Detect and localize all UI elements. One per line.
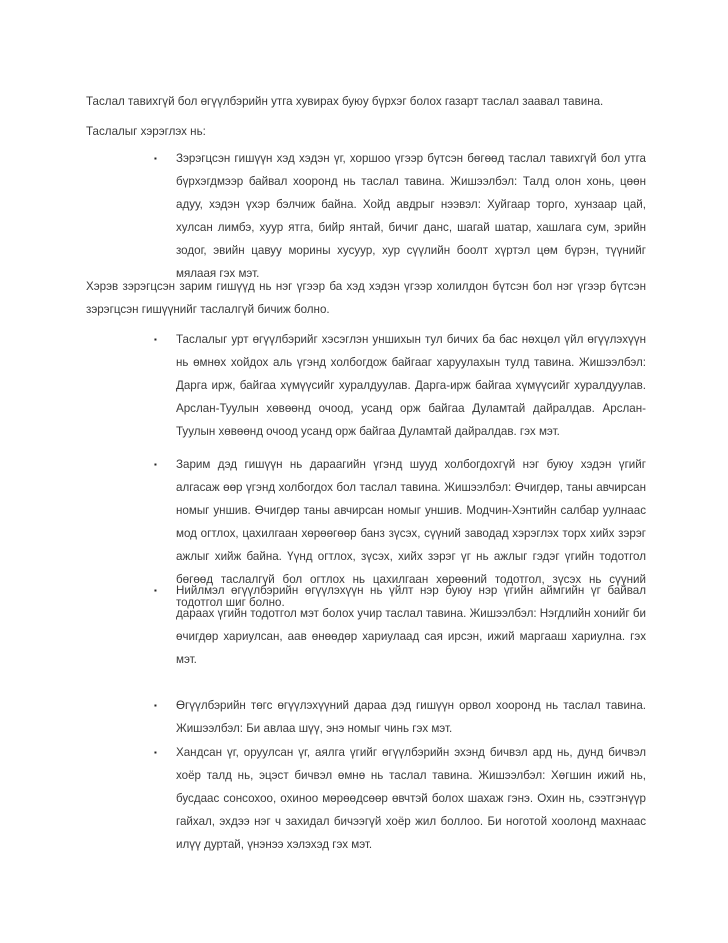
- square-bullet-icon: ▪: [154, 154, 157, 163]
- square-bullet-icon: ▪: [154, 335, 157, 344]
- list-item-text: Өгүүлбэрийн төгс өгүүлэхүүний дараа дэд гишүүн орвол хооронд нь таслал тавина. Жишээлбэл: Би авлаа шүү, энэ номыг чинь гэх мэт.: [176, 699, 646, 735]
- list-item-text: Таслалыг урт өгүүлбэрийг хэсэглэн уншихын тул бичих ба бас нөхцөл үйл өгүүлэхүүн нь өмнөх хойдох аль үгэнд холбогдож байгааг харуулахын тулд тавина. Жишээлбэл: Дарга ирж, байгаа хүмүүсийг хуралдуулав. Дарга-ирж байгаа хүмүүсийг хуралдуулав. Арслан-Туулын хөвөөнд очоод, усанд орж байгаа Дуламтай дайралдав. Арслан-Туулын хөвөөнд очоод усанд орж байгаа Дуламтай дайралдав. гэх мэт.: [176, 333, 646, 438]
- list-item-text: Зэрэгцсэн гишүүн хэд хэдэн үг, хоршоо үгээр бүтсэн бөгөөд таслал тавихгүй бол утга бүрхэгдмээр байвал хооронд нь таслал тавина. Жишээлбэл: Талд олон хонь, цөөн адуу, хэдэн үхэр бэлчиж байна. Хойд авдрыг нээвэл: Хуйгаар торго, хунзаар цай, хулсан лимбэ, хуур ятга, бийр янтай, бичиг данс, шагай шатар, хашлага сум, эрийн зодог, эвийн цавуу морины хусуур, хур сүүлийн боолт хүртэл цөм бүрэн, түүнийг мялаая гэх мэт.: [176, 152, 646, 280]
- square-bullet-icon: ▪: [154, 460, 157, 469]
- list-item-text: Нийлмэл өгүүлбэрийн өгүүлэхүүн нь үйлт нэр буюу нэр үгийн аймгийн үг байвал дараах үгийн тодотгол мэт болох учир таслал тавина. Жишээлбэл: Нэгдлийн хонийг би өчигдөр хариулсан, аав өнөөдөр хариулаад сая ирсэн, ижий маргааш хариулна. гэх мэт.: [176, 584, 646, 666]
- note-paragraph: Хэрэв зэрэгцсэн зарим гишүүд нь нэг үгээр ба хэд хэдэн үгээр холилдон бүтсэн бол нэг үгээр бүтсэн зэрэгцсэн гишүүнийг таслалгүй бичиж болно.: [86, 280, 646, 316]
- usage-heading: Таслалыг хэрэглэх нь:: [86, 125, 206, 138]
- list-item-text: Зарим дэд гишүүн нь дараагийн үгэнд шууд холбогдохгүй нэг буюу хэдэн үгийг алгасаж өөр үгэнд холбогдох бол таслал тавина. Жишээлбэл: Өчигдөр, таны авчирсан номыг уншив. Өчигдөр таны авчирсан номыг уншив. Модчин-Хэнтийн салбар уулнаас мод огтлох, цахилгаан хөрөөгөөр банз зүсэх, сүүний заводад хэрэглэх торх хийх зэрэг ажлыг хийж байна. Үүнд огтлох, зүсэх, хийх зэрэг үг нь ажлыг гэдэг үгийн тодотгол бөгөөд таслалгүй бол огтлох нь цахилгаан хөрөөний тодотгол, зүсэх нь сүүний тодотгол шиг болно.: [176, 458, 646, 609]
- square-bullet-icon: ▪: [154, 586, 157, 595]
- intro-paragraph: Таслал тавихгүй бол өгүүлбэрийн утга хувирах буюу бүрхэг болох газарт таслал заавал тавина.: [86, 95, 604, 108]
- list-item-text: Хандсан үг, оруулсан үг, аялга үгийг өгүүлбэрийн эхэнд бичвэл ард нь, дунд бичвэл хоёр талд нь, эцэст бичвэл өмнө нь таслал тавина. Жишээлбэл: Хөгшин ижий нь, бусдаас сонсохоо, охиноо мөрөөдсөөр өвчтэй болох шахаж гэнэ. Охин нь, сээтгэнүүр гайхал, эхдээ нэг ч захидал бичээгүй хоёр жил боллоо. Би ноготой хоолонд махнаас илүү дуртай, үнэнээ хэлэхэд гэх мэт.: [176, 746, 646, 851]
- square-bullet-icon: ▪: [154, 701, 157, 710]
- square-bullet-icon: ▪: [154, 748, 157, 757]
